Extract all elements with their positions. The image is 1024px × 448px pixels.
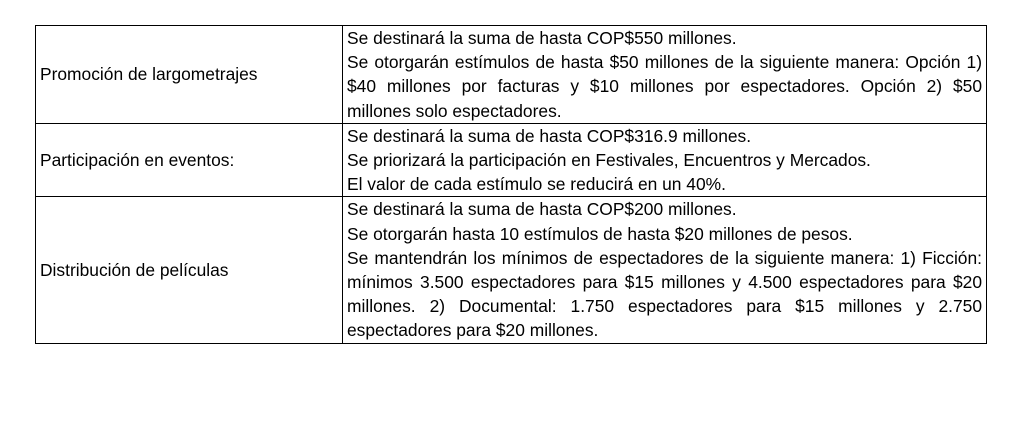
row-description-eventos	[343, 123, 987, 197]
description-paragraph: Se destinará la suma de hasta COP$550 millones.	[347, 28, 737, 48]
description-paragraph: Se destinará la suma de hasta COP$200 millones.	[347, 199, 737, 220]
support-table	[35, 25, 987, 344]
row-description-distribucion	[343, 197, 987, 343]
description-paragraph: El valor de cada estímulo se reducirá en un 40%.	[347, 174, 726, 195]
row-label-largometrajes: Promoción de largometrajes	[36, 26, 343, 124]
row-label-eventos: Participación en eventos:	[36, 123, 343, 197]
table-row-distribucion	[36, 197, 987, 343]
description-paragraph: Se otorgarán hasta 10 estímulos de hasta $20 millones de pesos.	[347, 223, 853, 244]
table-row-eventos	[36, 123, 987, 197]
description-paragraph: Se destinará la suma de hasta COP$316.9 millones.	[347, 125, 752, 146]
table-row-largometrajes	[36, 26, 987, 124]
row-label-distribucion: Distribución de películas	[36, 197, 343, 343]
description-paragraph: Se mantendrán los mínimos de espectadores de la siguiente manera: 1) Ficción: mínimos 3.500 espectadores para $15 millones y 4.500 espectadores para $20 millones. 2) Documental: 1.750 espectadores para $15 millones y 2.750 espectadores para $20 millones.	[347, 247, 982, 341]
description-paragraph: Se priorizará la participación en Festivales, Encuentros y Mercados.	[347, 150, 871, 171]
description-paragraph: Se otorgarán estímulos de hasta $50 millones de la siguiente manera: Opción 1) $40 millones por facturas y $10 millones por espectadores. Opción 2) $50 millones solo espectadores.	[347, 52, 982, 121]
row-description-largometrajes	[343, 26, 987, 124]
